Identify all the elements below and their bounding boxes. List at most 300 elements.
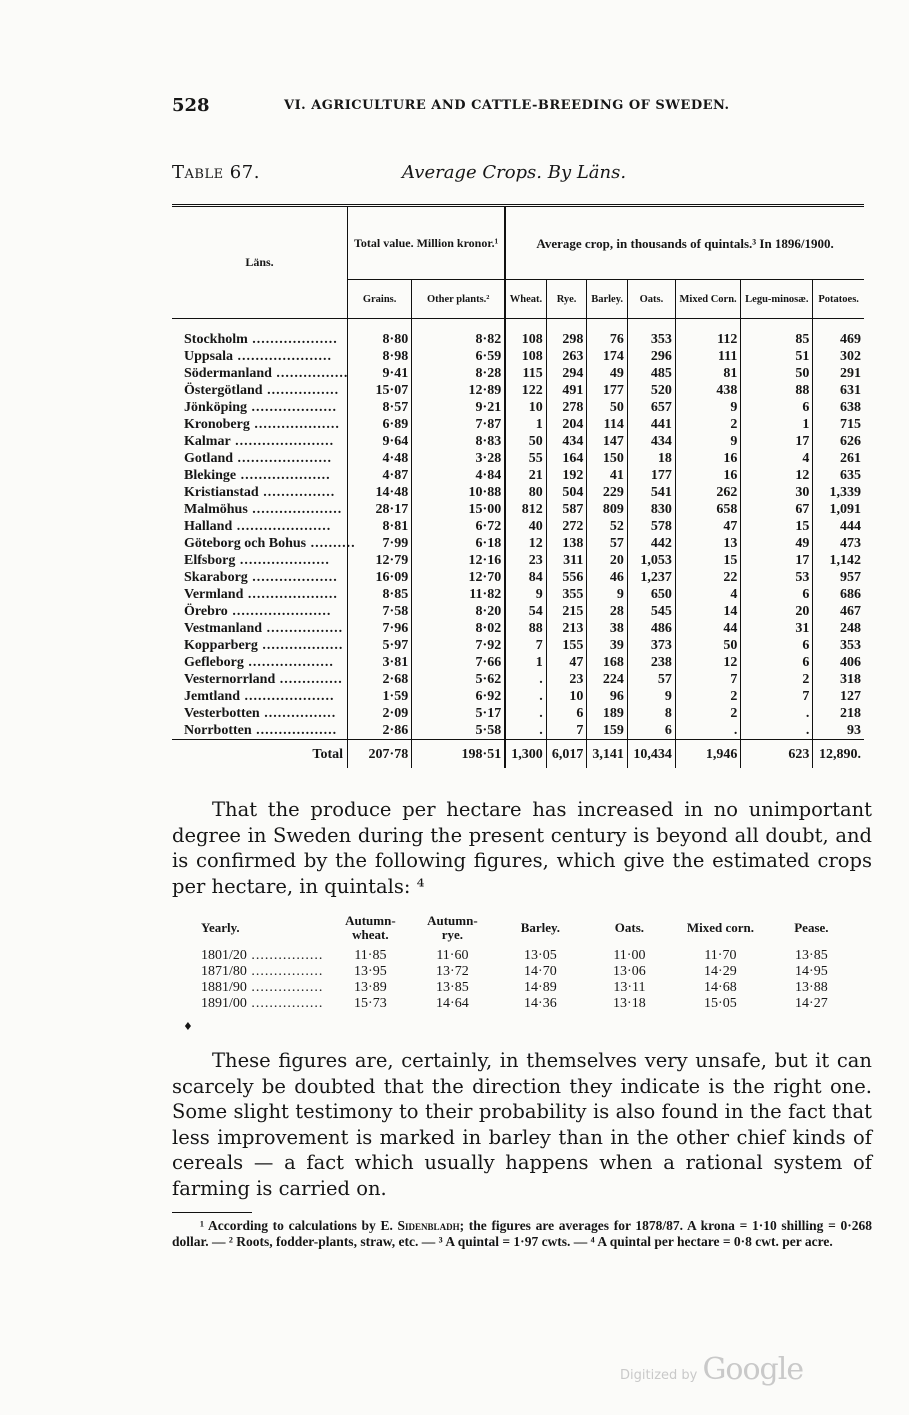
- table-cell: 686: [813, 586, 864, 603]
- table-cell: 545: [627, 603, 675, 620]
- table-cell: 23: [546, 671, 587, 688]
- table-cell: 467: [813, 603, 864, 620]
- yield-row: [195, 996, 853, 1012]
- table-cell: 47: [675, 518, 741, 535]
- table-row: [172, 348, 864, 365]
- table-cell: 164: [546, 450, 587, 467]
- yield-cell: 13·18: [613, 996, 646, 1011]
- table-cell: 3·81: [348, 654, 412, 671]
- table-cell: 8·85: [348, 586, 412, 603]
- table-cell: 8·81: [348, 518, 412, 535]
- paragraph-produce: [172, 797, 872, 899]
- table-row: [172, 518, 864, 535]
- table-cell: 6,017: [546, 740, 587, 769]
- table-cell: 55: [505, 450, 546, 467]
- yield-period: 1881/90 ................: [201, 980, 324, 995]
- table-row: [172, 586, 864, 603]
- lan-name: Kalmar ......................: [184, 434, 335, 449]
- lan-name: Elfsborg ....................: [184, 553, 330, 568]
- table-cell: 53: [741, 569, 813, 586]
- yield-period: 1871/80 ................: [201, 964, 324, 979]
- table-cell: 12·16: [412, 552, 506, 569]
- leader-dots: .....................: [233, 349, 333, 364]
- table-cell: 150: [587, 450, 628, 467]
- leader-dots: ....................: [247, 502, 343, 517]
- lan-name: Göteborg och Bohus ..........: [184, 536, 356, 551]
- table-cell: 623: [741, 740, 813, 769]
- running-title: VI. AGRICULTURE AND CATTLE-BREEDING OF SWEDEN.: [284, 98, 730, 113]
- table-cell: 355: [546, 586, 587, 603]
- table-cell: 2: [675, 416, 741, 433]
- lan-name: Halland .....................: [184, 519, 332, 534]
- table-cell: .: [505, 688, 546, 705]
- table-cell: 556: [546, 569, 587, 586]
- table-cell: 8·82: [412, 319, 506, 349]
- table-cell: 16: [675, 467, 741, 484]
- table-cell: 5·58: [412, 722, 506, 740]
- lan-name: Vesternorrland ..............: [184, 672, 343, 687]
- table-cell: 10: [505, 399, 546, 416]
- table-cell: 215: [546, 603, 587, 620]
- yield-cell: 13·88: [795, 980, 828, 995]
- table-cell: 6: [741, 637, 813, 654]
- table-cell: 520: [627, 382, 675, 399]
- paragraph-figures-text: These figures are, certainly, in themselves very unsafe, but it can scarcely be doubted that the direction they indicate is the right one. Some slight testimony to their probability is also found in the fact that less improvement is marked in barley than in the other chief kinds of cereals — a fact which usually happens when a rational system of farming is carried on.: [172, 1049, 872, 1200]
- table-cell: 587: [546, 501, 587, 518]
- yield-cell: 13·85: [436, 980, 469, 995]
- table-cell: 1: [505, 416, 546, 433]
- table-cell: 8: [627, 705, 675, 722]
- table-cell: 2·86: [348, 722, 412, 740]
- footnote-divider: [172, 1212, 252, 1213]
- table-cell: 108: [505, 319, 546, 349]
- table-cell: 658: [675, 501, 741, 518]
- yield-cell: 15·73: [354, 996, 387, 1011]
- bullet-mark: ♦: [183, 1020, 193, 1033]
- table-cell: 373: [627, 637, 675, 654]
- leader-dots: ...................: [247, 570, 338, 585]
- table-cell: 812: [505, 501, 546, 518]
- table-cell: 67: [741, 501, 813, 518]
- table-cell: 7: [675, 671, 741, 688]
- leader-dots: ....................: [240, 689, 335, 704]
- table-cell: 12·70: [412, 569, 506, 586]
- table-cell: 38: [587, 620, 628, 637]
- yield-header-barley: Barley.: [520, 920, 561, 935]
- table-cell: 14: [675, 603, 741, 620]
- table-cell: 441: [627, 416, 675, 433]
- yield-period: 1891/00 ................: [201, 996, 324, 1011]
- table-cell: 8·02: [412, 620, 506, 637]
- table-cell: 15: [675, 552, 741, 569]
- lan-name: Gefleborg ...................: [184, 655, 334, 670]
- table-cell: 17: [741, 552, 813, 569]
- google-watermark: [620, 1352, 803, 1387]
- table-cell: 57: [627, 671, 675, 688]
- table-cell: 9: [505, 586, 546, 603]
- leader-dots: ...................: [249, 417, 340, 432]
- table-cell: 9·21: [412, 399, 506, 416]
- table-cell: 4·48: [348, 450, 412, 467]
- leader-dots: ......................: [230, 434, 335, 449]
- table-cell: 50: [587, 399, 628, 416]
- table-cell: 18: [627, 450, 675, 467]
- yield-cell: 14·64: [436, 996, 469, 1011]
- table-cell: 2: [675, 705, 741, 722]
- table-cell: 12,890.: [813, 740, 864, 769]
- table-cell: 1: [505, 654, 546, 671]
- watermark-digitized: Digitized by: [620, 1368, 698, 1383]
- table-cell: 278: [546, 399, 587, 416]
- leader-dots: ....................: [235, 553, 330, 568]
- table-cell: 10: [546, 688, 587, 705]
- table-cell: 15: [741, 518, 813, 535]
- yield-header-autumn-rye: Autumn-rye.: [427, 913, 478, 942]
- table-cell: 715: [813, 416, 864, 433]
- table-cell: 30: [741, 484, 813, 501]
- lan-name: Vestmanland .................: [184, 621, 344, 636]
- table-row: [172, 535, 864, 552]
- yield-cell: 11·60: [436, 948, 469, 963]
- yield-cell: 13·89: [354, 980, 387, 995]
- table-cell: 4: [675, 586, 741, 603]
- table-cell: 31: [741, 620, 813, 637]
- table-cell: 115: [505, 365, 546, 382]
- table-cell: 57: [587, 535, 628, 552]
- yield-cell: 13·95: [354, 964, 387, 979]
- lan-name: Blekinge ....................: [184, 468, 331, 483]
- table-cell: 10,434: [627, 740, 675, 769]
- table-cell: 6·92: [412, 688, 506, 705]
- table-cell: 12·79: [348, 552, 412, 569]
- footnote-part-b: ; the figures are averages for 1878/87. A krona = 1·10 shilling = 0·268 dollar. — ² Roots, fodder-plants, straw, etc. — ³ A quintal = 1·97 cwts. — ⁴ A quintal per hectare = 0·8 cwt. per acre.: [172, 1218, 872, 1249]
- header-barley: Barley.: [587, 280, 628, 319]
- table-cell: 1,339: [813, 484, 864, 501]
- yield-cell: 14·95: [795, 964, 828, 979]
- table-cell: 262: [675, 484, 741, 501]
- table-cell: 52: [587, 518, 628, 535]
- table-cell: 1,237: [627, 569, 675, 586]
- table-cell: 147: [587, 433, 628, 450]
- leader-dots: ....................: [243, 587, 338, 602]
- paragraph-produce-text: That the produce per hectare has increased in no unimportant degree in Sweden during the present century is beyond all doubt, and is confirmed by the following figures, which give the estimated crops per hectare, in quintals: ⁴: [172, 798, 872, 898]
- lan-name: Stockholm ...................: [184, 332, 338, 347]
- table-cell: 9: [627, 688, 675, 705]
- table-cell: 6: [546, 705, 587, 722]
- table-cell: 44: [675, 620, 741, 637]
- lan-name: Vesterbotten ................: [184, 706, 337, 721]
- table-cell: 5·62: [412, 671, 506, 688]
- table-cell: 291: [813, 365, 864, 382]
- lan-name: Kopparberg ..................: [184, 638, 344, 653]
- table-cell: 127: [813, 688, 864, 705]
- table-cell: 96: [587, 688, 628, 705]
- table-cell: 302: [813, 348, 864, 365]
- header-mixed-corn: Mixed Corn.: [675, 280, 741, 319]
- table-cell: 21: [505, 467, 546, 484]
- yield-cell: 13·85: [795, 948, 828, 963]
- yield-cell: 14·29: [704, 964, 737, 979]
- table-cell: 8·57: [348, 399, 412, 416]
- leader-dots: ..............: [275, 672, 343, 687]
- table-cell: 8·28: [412, 365, 506, 382]
- table-cell: 442: [627, 535, 675, 552]
- table-cell: 7·96: [348, 620, 412, 637]
- table-cell: 12: [505, 535, 546, 552]
- table-cell: 6·18: [412, 535, 506, 552]
- table-cell: 207·78: [348, 740, 412, 769]
- table-cell: 473: [813, 535, 864, 552]
- table-cell: .: [505, 705, 546, 722]
- table-cell: 46: [587, 569, 628, 586]
- yield-header-pease: Pease.: [794, 920, 829, 935]
- table-cell: 406: [813, 654, 864, 671]
- table-cell: 50: [741, 365, 813, 382]
- footnote-part-a: ¹ According to calculations by E.: [200, 1218, 398, 1233]
- table-row: [172, 654, 864, 671]
- table-cell: 13: [675, 535, 741, 552]
- yield-cell: 14·89: [524, 980, 557, 995]
- table-caption: [172, 162, 872, 183]
- table-cell: 4·87: [348, 467, 412, 484]
- table-row: [172, 637, 864, 654]
- leader-dots: ......................: [227, 604, 332, 619]
- table-row: [172, 603, 864, 620]
- table-cell: 1,946: [675, 740, 741, 769]
- table-cell: 504: [546, 484, 587, 501]
- table-cell: 809: [587, 501, 628, 518]
- table-row: [172, 552, 864, 569]
- table-cell: 5·17: [412, 705, 506, 722]
- table-cell: 85: [741, 319, 813, 349]
- table-cell: 41: [587, 467, 628, 484]
- table-cell: 434: [546, 433, 587, 450]
- yield-header-oats: Oats.: [614, 920, 645, 935]
- yield-cell: 13·06: [613, 964, 646, 979]
- table-cell: 5·97: [348, 637, 412, 654]
- table-cell: 2·09: [348, 705, 412, 722]
- table-cell: 2·68: [348, 671, 412, 688]
- table-cell: 39: [587, 637, 628, 654]
- table-cell: 12: [741, 467, 813, 484]
- table-cell: 353: [813, 637, 864, 654]
- header-other-plants: Other plants.²: [412, 280, 506, 319]
- table-cell: 486: [627, 620, 675, 637]
- table-cell: 49: [587, 365, 628, 382]
- table-cell: 218: [813, 705, 864, 722]
- table-cell: 93: [813, 722, 864, 740]
- lan-name: Vermland ....................: [184, 587, 338, 602]
- table-cell: 159: [587, 722, 628, 740]
- table-cell: 7·92: [412, 637, 506, 654]
- table-row: [172, 416, 864, 433]
- table-cell: 469: [813, 319, 864, 349]
- page-number: 528: [172, 95, 210, 116]
- leader-dots: ................: [246, 964, 324, 979]
- table-cell: 15·07: [348, 382, 412, 399]
- table-row: [172, 688, 864, 705]
- leader-dots: ....................: [236, 468, 331, 483]
- header-total-value: Total value. Million kronor.¹: [348, 206, 506, 280]
- table-cell: 168: [587, 654, 628, 671]
- leader-dots: ................: [259, 706, 337, 721]
- table-cell: 7·66: [412, 654, 506, 671]
- leader-dots: ..........: [306, 536, 356, 551]
- header-grains: Grains.: [348, 280, 412, 319]
- watermark-google-logo: Google: [702, 1352, 804, 1387]
- table-cell: 650: [627, 586, 675, 603]
- table-cell: 11·82: [412, 586, 506, 603]
- table-cell: 177: [587, 382, 628, 399]
- table-row: [172, 671, 864, 688]
- table-cell: 23: [505, 552, 546, 569]
- table-row: [172, 484, 864, 501]
- table-cell: 261: [813, 450, 864, 467]
- table-cell: 638: [813, 399, 864, 416]
- table-cell: 3·28: [412, 450, 506, 467]
- table-cell: 84: [505, 569, 546, 586]
- table-row: [172, 705, 864, 722]
- table-row: [172, 365, 864, 382]
- table-cell: 155: [546, 637, 587, 654]
- lan-name: Total: [172, 740, 348, 769]
- table-cell: 1,091: [813, 501, 864, 518]
- leader-dots: .................: [262, 621, 344, 636]
- table-cell: 174: [587, 348, 628, 365]
- table-cell: 112: [675, 319, 741, 349]
- table-cell: 80: [505, 484, 546, 501]
- table-cell: 311: [546, 552, 587, 569]
- table-row: [172, 620, 864, 637]
- table-cell: 444: [813, 518, 864, 535]
- table-cell: 213: [546, 620, 587, 637]
- leader-dots: ..................: [251, 723, 338, 738]
- leader-dots: ................: [246, 948, 324, 963]
- table-cell: .: [505, 722, 546, 740]
- table-cell: 1,053: [627, 552, 675, 569]
- table-cell: 50: [505, 433, 546, 450]
- table-cell: 438: [675, 382, 741, 399]
- table-cell: 8·98: [348, 348, 412, 365]
- table-cell: 248: [813, 620, 864, 637]
- table-cell: 22: [675, 569, 741, 586]
- table-row: [172, 433, 864, 450]
- table-cell: 111: [675, 348, 741, 365]
- table-label: Table 67.: [172, 162, 260, 183]
- yield-header-autumn-wheat: Autumn-wheat.: [345, 913, 396, 942]
- table-cell: 7·58: [348, 603, 412, 620]
- table-cell: 50: [675, 637, 741, 654]
- table-cell: 2: [741, 671, 813, 688]
- lan-name: Uppsala .....................: [184, 349, 333, 364]
- table-cell: 1·59: [348, 688, 412, 705]
- yield-cell: 14·70: [524, 964, 557, 979]
- footnote-text: [172, 1218, 872, 1250]
- leader-dots: .....................: [232, 519, 332, 534]
- lan-name: Gotland .....................: [184, 451, 333, 466]
- table-cell: 957: [813, 569, 864, 586]
- table-cell: 9·64: [348, 433, 412, 450]
- table-cell: 229: [587, 484, 628, 501]
- yield-cell: 11·00: [613, 948, 646, 963]
- leader-dots: ................: [246, 980, 324, 995]
- table-cell: 28·17: [348, 501, 412, 518]
- table-cell: 1,142: [813, 552, 864, 569]
- table-cell: .: [675, 722, 741, 740]
- table-cell: 6·59: [412, 348, 506, 365]
- table-cell: 3,141: [587, 740, 628, 769]
- header-oats: Oats.: [627, 280, 675, 319]
- table-cell: 192: [546, 467, 587, 484]
- table-cell: 830: [627, 501, 675, 518]
- footnote-author: Sidenbladh: [397, 1218, 460, 1233]
- table-cell: 40: [505, 518, 546, 535]
- table-cell: 17: [741, 433, 813, 450]
- table-cell: 76: [587, 319, 628, 349]
- lan-name: Östergötland ................: [184, 383, 340, 398]
- table-row: [172, 382, 864, 399]
- lan-name: Norrbotten ..................: [184, 723, 338, 738]
- table-cell: 7: [741, 688, 813, 705]
- table-cell: 20: [741, 603, 813, 620]
- table-cell: 81: [675, 365, 741, 382]
- yield-row: [195, 948, 853, 964]
- table-cell: 198·51: [412, 740, 506, 769]
- table-cell: 631: [813, 382, 864, 399]
- table-cell: 9: [675, 399, 741, 416]
- crop-table-body: [172, 319, 864, 769]
- header-wheat: Wheat.: [505, 280, 546, 319]
- header-rye: Rye.: [546, 280, 587, 319]
- table-cell: 12: [675, 654, 741, 671]
- yield-header-yearly: Yearly.: [201, 920, 240, 935]
- table-cell: 7: [505, 637, 546, 654]
- lan-name: Malmöhus ....................: [184, 502, 343, 517]
- leader-dots: .....................: [233, 451, 333, 466]
- table-cell: 272: [546, 518, 587, 535]
- leader-dots: ...................: [243, 655, 334, 670]
- table-cell: 88: [505, 620, 546, 637]
- header-leguminosae: Legu-minosæ.: [741, 280, 813, 319]
- table-cell: 298: [546, 319, 587, 349]
- table-cell: 263: [546, 348, 587, 365]
- yield-cell: 15·05: [704, 996, 737, 1011]
- page-header: [172, 95, 872, 116]
- leader-dots: ................: [246, 996, 324, 1011]
- table-cell: 51: [741, 348, 813, 365]
- table-cell: 7·87: [412, 416, 506, 433]
- yield-period: 1801/20 ................: [201, 948, 324, 963]
- table-cell: 49: [741, 535, 813, 552]
- table-cell: 189: [587, 705, 628, 722]
- table-cell: 9·41: [348, 365, 412, 382]
- leader-dots: ................: [258, 485, 336, 500]
- table-cell: 54: [505, 603, 546, 620]
- leader-dots: ..................: [257, 638, 344, 653]
- leader-dots: ...................: [247, 400, 338, 415]
- yield-cell: 13·11: [613, 980, 646, 995]
- footnotes: [172, 1218, 872, 1250]
- table-cell: 7: [546, 722, 587, 740]
- table-cell: 2: [675, 688, 741, 705]
- yield-cell: 14·36: [524, 996, 557, 1011]
- yield-cell: 11·70: [704, 948, 737, 963]
- table-cell: 578: [627, 518, 675, 535]
- table-cell: 294: [546, 365, 587, 382]
- table-row: [172, 501, 864, 518]
- yield-cell: 13·05: [524, 948, 557, 963]
- table-cell: 8·80: [348, 319, 412, 349]
